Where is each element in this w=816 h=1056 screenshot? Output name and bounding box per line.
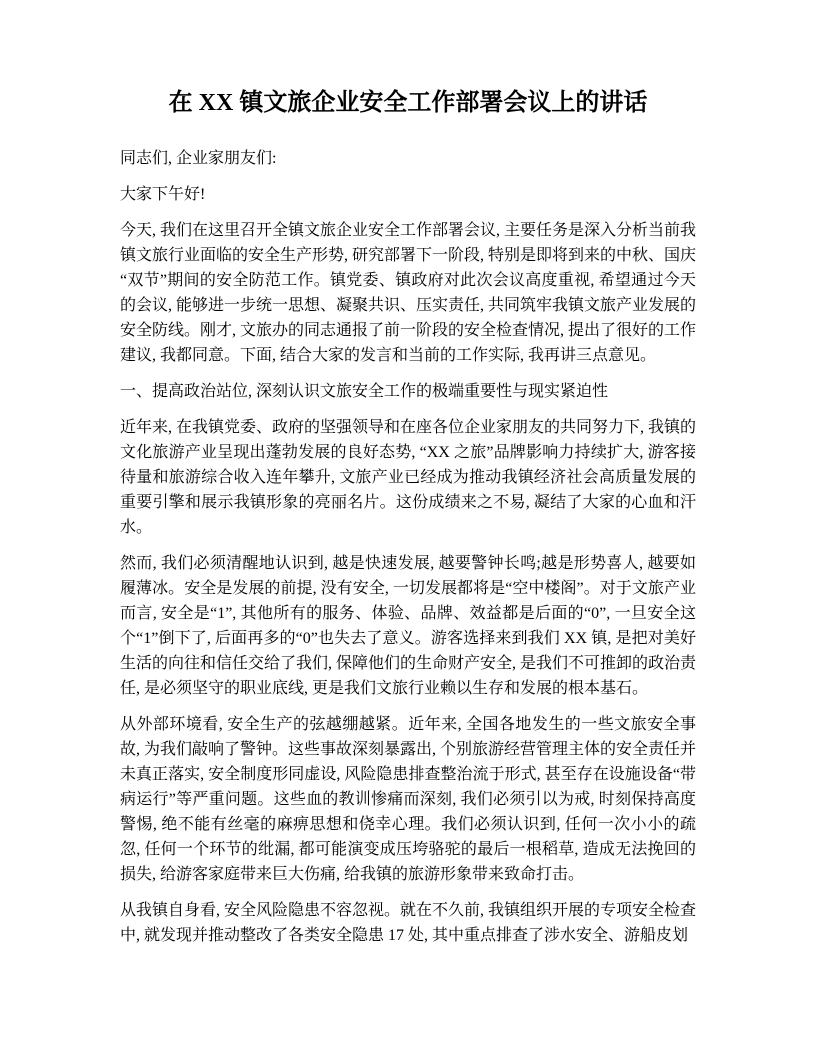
paragraph-local-risks: 从我镇自身看, 安全风险隐患不容忽视。就在不久前, 我镇组织开展的专项安全检查中, 就发现并推动整改了各类安全隐患 17 处, 其中重点排查了涉水安全、游船皮划 xyxy=(120,902,697,944)
section-heading-1: 一、提高政治站位, 深刻认识文旅安全工作的极端重要性与现实紧迫性 xyxy=(120,383,609,400)
paragraph-development-achievements: 近年来, 在我镇党委、政府的坚强领导和在座各位企业家朋友的共同努力下, 我镇的文化旅游产业呈现出蓬勃发展的良好态势, “XX 之旅”品牌影响力持续扩大, 游客接待量和旅游综合收入连年攀升, 文旅产业已经成为推动我镇经济社会高质量发展的重要引擎和展示我镇形象的亮丽名片。这份成绩来之不易, 凝结了大家的心血和汗水。 xyxy=(120,419,697,536)
document-title: 在 XX 镇文旅企业安全工作部署会议上的讲话 xyxy=(168,90,648,116)
paragraph-external-environment: 从外部环境看, 安全生产的弦越绷越紧。近年来, 全国各地发生的一些文旅安全事故, 为我们敲响了警钟。这些事故深刻暴露出, 个别旅游经营管理主体的安全责任并未真正落实, 安全制度形同虚设, 风险隐患排查整治流于形式, 甚至存在设施设备“带病运行”等严重问题。这些血的教训惨痛而深刻, 我们必须引以为戒, 时刻保持高度警惕, 绝不能有丝毫的麻痹思想和侥幸心理。我们必须认识到, 任何一次小小的疏忽, 任何一个环节的纰漏, 都可能演变成压垮骆驼的最后一根稻草, 造成无法挽回的损失, 给游客家庭带来巨大伤痛, 给我镇的旅游形象带来致命打击。 xyxy=(120,716,697,883)
paragraph-safety-is-foundation: 然而, 我们必须清醒地认识到, 越是快速发展, 越要警钟长鸣;越是形势喜人, 越要如履薄冰。安全是发展的前提, 没有安全, 一切发展都将是“空中楼阁”。对于文旅产业而言, 安全是“1”, 其他所有的服务、体验、品牌、效益都是后面的“0”, 一旦安全这个“1”倒下了, 后面再多的“0”也失去了意义。游客选择来到我们 XX 镇, 是把对美好生活的向往和信任交给了我们, 保障他们的生命财产安全, 是我们不可推卸的政治责任, 是必须坚守的职业底线, 更是我们文旅行业赖以生存和发展的根本基石。 xyxy=(120,555,697,697)
greeting: 大家下午好! xyxy=(120,186,206,203)
salutation: 同志们, 企业家朋友们: xyxy=(120,150,277,167)
paragraph-meeting-opening: 今天, 我们在这里召开全镇文旅企业安全工作部署会议, 主要任务是深入分析当前我镇文旅行业面临的安全生产形势, 研究部署下一阶段, 特别是即将到来的中秋、国庆“双节”期间的安全防范工作。镇党委、镇政府对此次会议高度重视, 希望通过今天的会议, 能够进一步统一思想、凝聚共识、压实责任, 共同筑牢我镇文旅产业发展的安全防线。刚才, 文旅办的同志通报了前一阶段的安全检查情况, 提出了很好的工作建议, 我都同意。下面, 结合大家的发言和当前的工作实际, 我再讲三点意见。 xyxy=(120,222,697,364)
